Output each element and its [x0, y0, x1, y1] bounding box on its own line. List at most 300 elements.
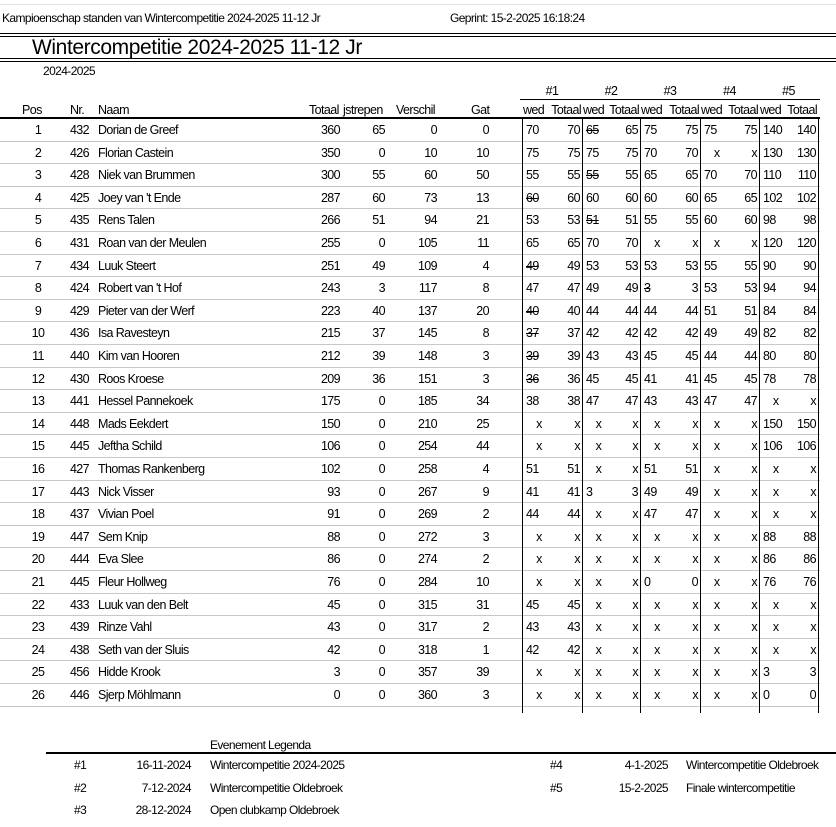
cell-event-totaal: 88 — [803, 529, 816, 544]
cell-event-wed: 47 — [644, 507, 657, 522]
table-row — [0, 164, 820, 187]
cell-event-totaal: x — [692, 620, 698, 635]
cell-totaal: 106 — [320, 439, 340, 454]
cell-totaal: 0 — [333, 688, 340, 702]
cell-event-wed: 98 — [763, 213, 776, 228]
cell-event-wed: x — [713, 507, 720, 522]
cell-event-wed: 102 — [763, 190, 783, 205]
cell-totaal: 212 — [320, 349, 340, 363]
cell-event-wed: x — [713, 642, 720, 657]
cell-event-totaal: x — [574, 552, 580, 567]
cell-event-wed: 70 — [526, 123, 539, 137]
cell-pos: 20 — [31, 552, 45, 567]
cell-gat: 34 — [476, 394, 489, 409]
legend-id: #3 — [74, 803, 87, 817]
col-header-verschil: Verschil — [396, 103, 435, 117]
cell-event-wed: 55 — [704, 258, 717, 273]
cell-verschil: 258 — [417, 462, 437, 476]
cell-event-wed: 41 — [526, 484, 539, 499]
cell-totaal: 175 — [320, 394, 340, 409]
page-title: Wintercompetitie 2024-2025 11-12 Jr — [32, 36, 362, 59]
cell-event-wed: x — [772, 507, 779, 522]
cell-event-totaal: x — [751, 416, 757, 431]
cell-event-wed: 3 — [644, 281, 651, 296]
cell-name: Sem Knip — [98, 529, 148, 544]
cell-pos: 17 — [31, 484, 45, 499]
cell-event-wed: 150 — [763, 416, 783, 431]
table-row — [0, 390, 820, 413]
cell-pos: 18 — [31, 507, 45, 522]
cell-event-wed: 78 — [763, 371, 776, 386]
cell-event-wed: x — [595, 575, 602, 589]
legend-rule — [46, 752, 836, 754]
cell-name: Hessel Pannekoek — [98, 394, 193, 409]
cell-verschil: 148 — [417, 349, 437, 363]
cell-verschil: 94 — [424, 213, 437, 228]
cell-pos: 24 — [31, 642, 45, 657]
cell-event-totaal: 47 — [685, 507, 698, 522]
cell-event-totaal: 45 — [685, 349, 698, 363]
cell-event-wed: 75 — [644, 123, 657, 137]
cell-event-totaal: 51 — [567, 462, 580, 476]
cell-event-wed: x — [536, 416, 542, 431]
cell-event-wed: 44 — [526, 507, 539, 522]
cell-totaal: 45 — [327, 597, 340, 612]
cell-event-wed: x — [654, 620, 660, 635]
cell-event-wed: 75 — [526, 145, 539, 160]
cell-event-totaal: 0 — [809, 688, 816, 702]
cell-event-wed: x — [654, 439, 660, 454]
cell-event-wed: x — [654, 552, 660, 567]
cell-event-wed: 45 — [644, 349, 657, 363]
cell-nr: 428 — [69, 168, 89, 183]
legend-id: #4 — [550, 758, 563, 772]
cell-strepen: 0 — [378, 439, 385, 454]
cell-event-totaal: 60 — [685, 190, 698, 205]
cell-event-totaal: 55 — [685, 213, 698, 228]
cell-event-totaal: x — [751, 507, 757, 522]
cell-event-wed: x — [772, 620, 779, 635]
cell-verschil: 272 — [417, 529, 437, 544]
cell-event-wed: 44 — [704, 349, 717, 363]
cell-event-wed: 130 — [763, 145, 783, 160]
cell-event-totaal: 70 — [744, 168, 757, 183]
cell-event-wed: x — [654, 529, 660, 544]
col-header-wed: wed — [523, 103, 545, 117]
cell-event-totaal: 53 — [685, 258, 698, 273]
cell-event-totaal: x — [751, 439, 757, 454]
cell-gat: 11 — [477, 236, 489, 250]
cell-name: Fleur Hollweg — [98, 575, 167, 589]
cell-event-totaal: 78 — [803, 371, 816, 386]
cell-strepen: 65 — [372, 123, 385, 137]
cell-name: Nick Visser — [98, 484, 154, 499]
cell-event-wed: 44 — [586, 303, 599, 318]
cell-pos: 2 — [34, 145, 42, 160]
column-divider — [759, 117, 760, 713]
cell-strepen: 51 — [372, 213, 385, 228]
cell-gat: 44 — [476, 439, 489, 454]
cell-event-wed: 45 — [704, 371, 717, 386]
cell-event-totaal: x — [810, 597, 816, 612]
cell-event-totaal: x — [632, 665, 638, 680]
cell-event-wed: 75 — [704, 123, 717, 137]
cell-event-totaal: 0 — [691, 575, 698, 589]
cell-event-wed: 49 — [526, 258, 539, 273]
cell-event-totaal: 44 — [567, 507, 580, 522]
cell-event-totaal: x — [751, 236, 757, 250]
cell-event-totaal: x — [692, 439, 698, 454]
legend-id: #5 — [550, 780, 563, 795]
legend-date: 16-11-2024 — [136, 758, 191, 772]
cell-pos: 25 — [31, 665, 45, 680]
cell-event-wed: 53 — [704, 281, 717, 296]
cell-totaal: 88 — [327, 529, 340, 544]
cell-strepen: 60 — [372, 190, 385, 205]
cell-event-totaal: x — [632, 552, 638, 567]
cell-event-totaal: 150 — [796, 416, 816, 431]
cell-nr: 445 — [69, 575, 89, 589]
cell-event-totaal: x — [632, 439, 638, 454]
cell-pos: 10 — [31, 326, 45, 341]
cell-strepen: 49 — [372, 258, 385, 273]
cell-event-totaal: 47 — [625, 394, 638, 409]
col-header-nr: Nr. — [70, 103, 85, 117]
cell-name: Eva Slee — [98, 552, 144, 567]
table-row — [0, 255, 820, 278]
cell-event-wed: 51 — [526, 462, 539, 476]
cell-strepen: 0 — [378, 394, 385, 409]
col-header-event-totaal: Totaal — [551, 103, 581, 117]
cell-event-totaal: 120 — [796, 236, 816, 250]
cell-name: Mads Eekdert — [98, 416, 168, 431]
cell-event-totaal: 43 — [685, 394, 698, 409]
cell-verschil: 60 — [424, 168, 437, 183]
cell-nr: 443 — [69, 484, 89, 499]
cell-event-wed: x — [595, 529, 602, 544]
legend-name: Wintercompetitie Oldebroek — [210, 780, 343, 795]
cell-verschil: 105 — [417, 236, 437, 250]
cell-strepen: 0 — [378, 597, 385, 612]
cell-event-totaal: 45 — [625, 371, 638, 386]
cell-event-wed: x — [595, 620, 602, 635]
cell-event-wed: 42 — [644, 326, 657, 341]
cell-event-totaal: 42 — [685, 326, 698, 341]
cell-nr: 430 — [69, 371, 89, 386]
cell-strepen: 0 — [378, 236, 385, 250]
cell-event-totaal: x — [632, 642, 638, 657]
cell-pos: 5 — [34, 213, 42, 228]
cell-gat: 1 — [482, 642, 489, 657]
cell-gat: 3 — [482, 529, 489, 544]
cell-event-wed: x — [713, 462, 720, 476]
cell-gat: 50 — [476, 168, 489, 183]
cell-name: Robert van 't Hof — [98, 281, 182, 296]
cell-event-totaal: 65 — [744, 190, 757, 205]
cell-event-wed: x — [772, 394, 779, 409]
cell-event-wed: x — [772, 462, 779, 476]
table-row — [0, 503, 820, 526]
cell-event-totaal: x — [692, 236, 698, 250]
cell-event-wed: 47 — [704, 394, 717, 409]
cell-strepen: 0 — [378, 642, 385, 657]
cell-event-wed: x — [595, 552, 602, 567]
cell-gat: 4 — [482, 462, 489, 476]
cell-pos: 11 — [32, 349, 44, 363]
legend-name: Wintercompetitie Oldebroek — [686, 758, 819, 772]
cell-event-wed: 65 — [644, 168, 657, 183]
cell-event-wed: 82 — [763, 326, 776, 341]
cell-gat: 31 — [476, 597, 489, 612]
cell-event-wed: 41 — [644, 371, 657, 386]
cell-event-totaal: 3 — [631, 484, 638, 499]
cell-totaal: 266 — [320, 213, 340, 228]
cell-event-wed: x — [595, 462, 602, 476]
col-header-wed: wed — [583, 103, 605, 117]
printed-timestamp: Geprint: 15-2-2025 16:18:24 — [450, 11, 585, 25]
cell-event-totaal: x — [574, 665, 580, 680]
table-row — [0, 548, 820, 571]
cell-event-wed: x — [595, 507, 602, 522]
cell-event-wed: 36 — [526, 371, 539, 386]
cell-name: Rinze Vahl — [98, 620, 152, 635]
cell-pos: 3 — [34, 168, 42, 183]
cell-gat: 2 — [482, 620, 489, 635]
cell-event-wed: 44 — [644, 303, 657, 318]
cell-event-totaal: x — [810, 507, 816, 522]
cell-event-wed: 49 — [644, 484, 657, 499]
cell-name: Hidde Krook — [98, 665, 161, 680]
cell-event-totaal: 41 — [567, 484, 580, 499]
cell-strepen: 0 — [378, 552, 385, 567]
legend-id: #2 — [74, 780, 87, 795]
cell-event-totaal: 70 — [567, 123, 580, 137]
cell-totaal: 91 — [327, 507, 340, 522]
column-divider — [700, 117, 701, 713]
cell-event-totaal: 47 — [567, 281, 580, 296]
col-header-totaal: Totaal — [309, 103, 339, 117]
cell-event-wed: 60 — [704, 213, 717, 228]
cell-event-totaal: 49 — [685, 484, 698, 499]
cell-event-totaal: x — [810, 620, 816, 635]
cell-event-totaal: x — [751, 484, 757, 499]
cell-event-totaal: x — [751, 688, 757, 702]
cell-event-wed: x — [654, 236, 660, 250]
cell-event-totaal: 106 — [796, 439, 816, 454]
legend-date: 4-1-2025 — [624, 758, 668, 772]
cell-verschil: 117 — [418, 281, 437, 296]
cell-strepen: 3 — [378, 281, 385, 296]
cell-event-totaal: x — [692, 529, 698, 544]
cell-event-wed: x — [536, 552, 542, 567]
cell-gat: 39 — [476, 665, 489, 680]
cell-event-wed: 43 — [586, 349, 599, 363]
cell-event-wed: x — [713, 484, 720, 499]
cell-pos: 12 — [31, 371, 45, 386]
cell-event-totaal: 90 — [803, 258, 816, 273]
cell-event-totaal: 44 — [685, 303, 698, 318]
cell-nr: 432 — [69, 123, 89, 137]
cell-event-totaal: 75 — [625, 145, 638, 160]
cell-event-totaal: 98 — [803, 213, 816, 228]
cell-event-wed: 88 — [763, 529, 776, 544]
cell-event-totaal: 51 — [625, 213, 638, 228]
event-header: #3 — [663, 84, 677, 98]
cell-name: Dorian de Greef — [98, 123, 178, 137]
cell-event-totaal: x — [751, 145, 757, 160]
col-header-wed: wed — [760, 103, 782, 117]
cell-event-wed: 60 — [644, 190, 657, 205]
cell-verschil: 10 — [424, 145, 437, 160]
cell-name: Sjerp Möhlmann — [98, 688, 181, 702]
cell-event-totaal: 65 — [625, 123, 638, 137]
season-label: 2024-2025 — [43, 64, 95, 78]
cell-verschil: 317 — [417, 620, 437, 635]
table-row — [0, 209, 820, 232]
cell-event-wed: 42 — [586, 326, 599, 341]
cell-gat: 8 — [482, 281, 489, 296]
legend-date: 15-2-2025 — [618, 780, 668, 795]
cell-event-totaal: 70 — [625, 236, 638, 250]
cell-gat: 9 — [482, 484, 489, 499]
cell-event-totaal: 55 — [625, 168, 638, 183]
cell-nr: 425 — [69, 190, 89, 205]
cell-event-wed: x — [713, 575, 720, 589]
cell-event-wed: 38 — [526, 394, 539, 409]
cell-event-wed: 51 — [704, 303, 717, 318]
cell-gat: 2 — [482, 507, 489, 522]
cell-verschil: 357 — [417, 665, 437, 680]
cell-event-wed: 60 — [526, 190, 539, 205]
cell-event-wed: 65 — [586, 123, 599, 137]
cell-event-wed: x — [713, 416, 720, 431]
cell-event-totaal: x — [692, 552, 698, 567]
cell-totaal: 102 — [320, 462, 340, 476]
cell-event-wed: 47 — [586, 394, 599, 409]
cell-name: Seth van der Sluis — [98, 642, 189, 657]
cell-strepen: 39 — [372, 349, 385, 363]
cell-totaal: 43 — [327, 620, 340, 635]
cell-event-totaal: 43 — [567, 620, 580, 635]
cell-event-totaal: x — [632, 575, 638, 589]
cell-gat: 3 — [482, 688, 489, 702]
cell-event-wed: x — [713, 145, 720, 160]
cell-verschil: 145 — [417, 326, 437, 341]
cell-event-wed: 140 — [763, 123, 783, 137]
cell-verschil: 284 — [417, 575, 437, 589]
cell-event-totaal: 75 — [567, 145, 580, 160]
cell-event-totaal: 51 — [685, 462, 698, 476]
cell-event-totaal: 49 — [567, 258, 580, 273]
cell-event-wed: 43 — [644, 394, 657, 409]
col-header-wed: wed — [701, 103, 723, 117]
cell-strepen: 37 — [372, 326, 385, 341]
cell-event-totaal: 42 — [625, 326, 638, 341]
cell-pos: 14 — [31, 416, 45, 431]
cell-strepen: 55 — [372, 168, 385, 183]
cell-totaal: 350 — [320, 145, 340, 160]
cell-event-totaal: 75 — [744, 123, 757, 137]
cell-event-wed: 80 — [763, 349, 776, 363]
cell-totaal: 209 — [320, 371, 340, 386]
cell-event-totaal: x — [632, 507, 638, 522]
cell-gat: 13 — [476, 190, 489, 205]
cell-event-totaal: x — [692, 416, 698, 431]
cell-event-wed: x — [654, 665, 660, 680]
cell-name: Rens Talen — [98, 213, 155, 228]
table-row — [0, 481, 820, 504]
cell-event-totaal: x — [574, 416, 580, 431]
cell-event-wed: x — [654, 597, 660, 612]
cell-nr: 447 — [69, 529, 89, 544]
table-row — [0, 639, 820, 662]
cell-gat: 3 — [482, 371, 489, 386]
table-row — [0, 413, 820, 436]
column-divider — [582, 117, 583, 713]
cell-event-wed: x — [595, 597, 602, 612]
cell-nr: 437 — [69, 507, 89, 522]
table-row — [0, 571, 820, 594]
cell-pos: 9 — [34, 303, 42, 318]
cell-nr: 446 — [69, 688, 89, 702]
cell-event-wed: 60 — [586, 190, 599, 205]
cell-verschil: 210 — [417, 416, 437, 431]
cell-gat: 2 — [482, 552, 489, 567]
cell-event-totaal: 45 — [567, 597, 580, 612]
cell-totaal: 360 — [320, 123, 340, 137]
cell-event-totaal: x — [632, 688, 638, 702]
cell-event-wed: 40 — [526, 303, 539, 318]
cell-event-totaal: 44 — [744, 349, 757, 363]
cell-verschil: 109 — [417, 258, 437, 273]
cell-event-wed: 55 — [526, 168, 539, 183]
cell-verschil: 185 — [417, 394, 437, 409]
cell-verschil: 254 — [417, 439, 437, 454]
cell-event-totaal: x — [574, 529, 580, 544]
event-header-rule — [520, 99, 820, 100]
cell-event-wed: 49 — [704, 326, 717, 341]
col-header-event-totaal: Totaal — [609, 103, 639, 117]
cell-event-totaal: 42 — [567, 642, 580, 657]
cell-nr: 424 — [69, 281, 89, 296]
cell-event-wed: 55 — [586, 168, 599, 183]
cell-event-wed: 65 — [526, 236, 539, 250]
cell-event-wed: 90 — [763, 258, 776, 273]
cell-event-wed: 120 — [763, 236, 783, 250]
event-header: #5 — [782, 84, 795, 98]
table-row — [0, 616, 820, 639]
cell-event-wed: 42 — [526, 642, 539, 657]
cell-gat: 4 — [482, 258, 489, 273]
cell-event-wed: 53 — [644, 258, 657, 273]
cell-pos: 13 — [31, 394, 45, 409]
table-row — [0, 684, 820, 707]
cell-pos: 1 — [34, 123, 42, 137]
cell-verschil: 151 — [417, 371, 437, 386]
cell-nr: 441 — [69, 394, 89, 409]
cell-event-wed: 47 — [526, 281, 539, 296]
cell-event-totaal: 110 — [797, 168, 816, 183]
cell-strepen: 0 — [378, 507, 385, 522]
cell-totaal: 215 — [320, 326, 340, 341]
table-row — [0, 526, 820, 549]
col-header-event-totaal: Totaal — [728, 103, 758, 117]
cell-event-totaal: 49 — [625, 281, 638, 296]
cell-nr: 427 — [69, 462, 89, 476]
cell-event-wed: 43 — [526, 620, 539, 635]
cell-event-totaal: x — [810, 642, 816, 657]
cell-event-totaal: x — [692, 642, 698, 657]
